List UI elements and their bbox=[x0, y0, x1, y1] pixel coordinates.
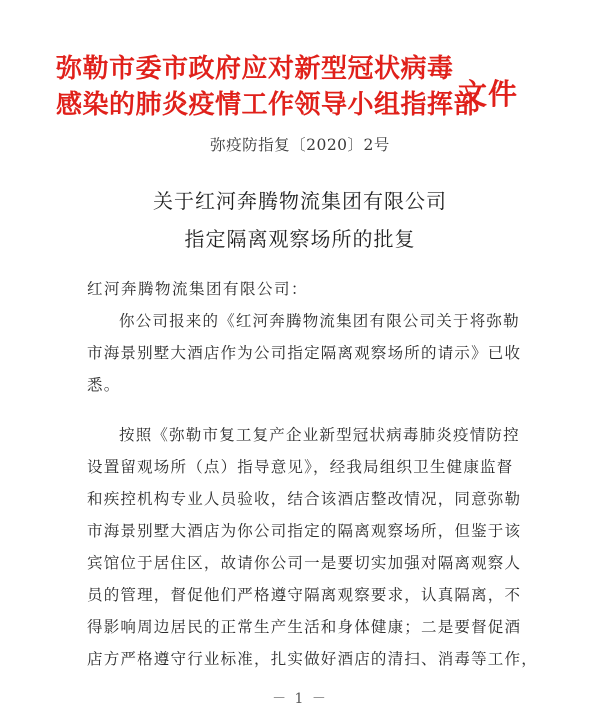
paragraph-line: 悉。 bbox=[87, 376, 121, 394]
issuing-org-line-1: 弥勒市委市政府应对新型冠状病毒 bbox=[56, 54, 454, 84]
paragraph-line: 员的管理，督促他们严格遵守隔离观察要求，认真隔离，不 bbox=[87, 586, 522, 604]
paragraph-line: 宾馆位于居住区，故请你公司一是要切实加强对隔离观察人 bbox=[87, 554, 522, 572]
issuing-org-line-2: 感染的肺炎疫情工作领导小组指挥部 bbox=[56, 90, 481, 120]
paragraph-line: 设置留观场所（点）指导意见》，经我局组织卫生健康监督 bbox=[87, 458, 514, 476]
document-number: 弥疫防指复〔2020〕2号 bbox=[210, 136, 390, 154]
document-type-label: 文件 bbox=[458, 77, 519, 111]
paragraph-line: 和疾控机构专业人员验收，结合该酒店整改情况，同意弥勒 bbox=[87, 490, 522, 508]
document-title-line-1: 关于红河奔腾物流集团有限公司 bbox=[153, 189, 447, 213]
page-number: － 1 － bbox=[272, 691, 328, 707]
paragraph-line: 你公司报来的《红河奔腾物流集团有限公司关于将弥勒 bbox=[119, 312, 520, 330]
paragraph-line: 市海景别墅大酒店作为公司指定隔离观察场所的请示》已收 bbox=[87, 344, 522, 362]
document-title-line-2: 指定隔离观察场所的批复 bbox=[184, 227, 416, 251]
paragraph-line: 店方严格遵守行业标准，扎实做好酒店的清扫、消毒等工作， bbox=[87, 650, 538, 668]
document-header bbox=[56, 52, 576, 132]
salutation: 红河奔腾物流集团有限公司： bbox=[87, 280, 309, 298]
paragraph-line: 按照《弥勒市复工复产企业新型冠状病毒肺炎疫情防控 bbox=[119, 426, 520, 444]
paragraph-line: 得影响周边居民的正常生产生活和身体健康；二是要督促酒 bbox=[87, 618, 522, 636]
paragraph-line: 市海景别墅大酒店为你公司指定的隔离观察场所，但鉴于该 bbox=[87, 522, 522, 540]
